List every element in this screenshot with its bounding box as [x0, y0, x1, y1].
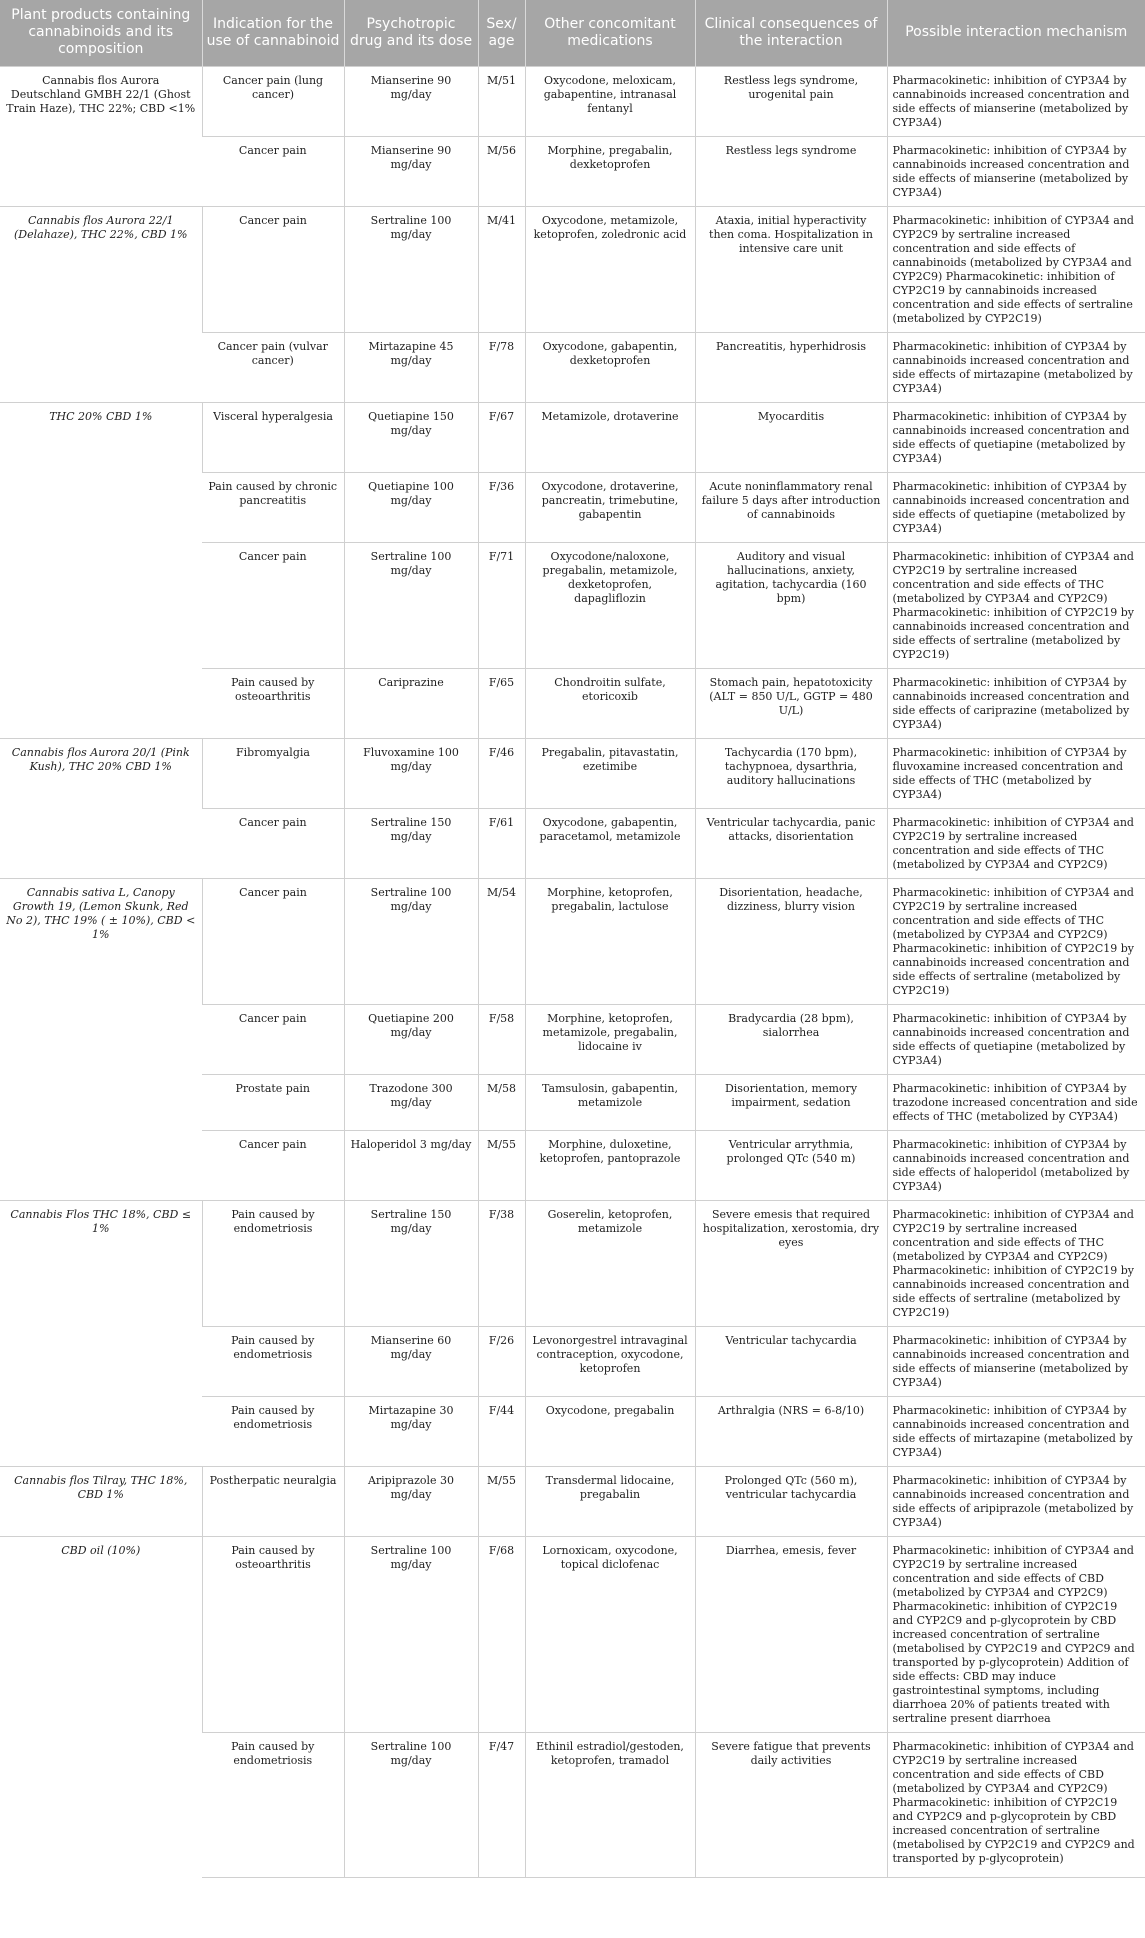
header-consequences: Clinical consequences of the interaction [695, 0, 887, 66]
medications-cell: Oxycodone, pregabalin [525, 1396, 695, 1466]
header-sex-age: Sex/ age [478, 0, 525, 66]
header-other-medications: Other concomitant medications [525, 0, 695, 66]
product-cell: CBD oil (10%) [0, 1536, 202, 1877]
indication-cell: Postherpatic neuralgia [202, 1466, 344, 1536]
consequences-cell: Pancreatitis, hyperhidrosis [695, 332, 887, 402]
drug-cell: Sertraline 150 mg/day [344, 808, 478, 878]
table-row [0, 878, 1145, 1004]
table-row [0, 1200, 1145, 1326]
sex-age-cell: F/67 [478, 402, 525, 472]
medications-cell: Lornoxicam, oxycodone, topical diclofenac [525, 1536, 695, 1732]
mechanism-cell: Pharmacokinetic: inhibition of CYP3A4 and CYP2C19 by sertraline increased concentration and side effects of CBD (metabolized by CYP3A4 and CYP2C9) Pharmacokinetic: inhibition of CYP2C19 and CYP2C9 and p-glycoprotein by CBD increased concentration of sertraline (metabolised by CYP2C19 and CYP2C9 and transported by p-glycoprotein) Addition of side effects: CBD may induce gastrointestinal symptoms, including diarrhoea 20% of patients treated with sertraline present diarrhoea [887, 1536, 1145, 1732]
consequences-cell: Ventricular arrythmia, prolonged QTc (540 m) [695, 1130, 887, 1200]
drug-cell: Sertraline 100 mg/day [344, 1732, 478, 1877]
medications-cell: Morphine, ketoprofen, pregabalin, lactulose [525, 878, 695, 1004]
consequences-cell: Severe fatigue that prevents daily activities [695, 1732, 887, 1877]
sex-age-cell: M/55 [478, 1130, 525, 1200]
mechanism-cell: Pharmacokinetic: inhibition of CYP3A4 and CYP2C19 by sertraline increased concentration and side effects of THC (metabolized by CYP3A4 and CYP2C9) Pharmacokinetic: inhibition of CYP2C19 by cannabinoids increased concentration and side effects of sertraline (metabolized by CYP2C19) [887, 878, 1145, 1004]
indication-cell: Pain caused by endometriosis [202, 1200, 344, 1326]
mechanism-cell: Pharmacokinetic: inhibition of CYP3A4 and CYP2C19 by sertraline increased concentration and side effects of THC (metabolized by CYP3A4 and CYP2C9) [887, 808, 1145, 878]
indication-cell: Cancer pain [202, 878, 344, 1004]
sex-age-cell: F/65 [478, 668, 525, 738]
table-row [0, 738, 1145, 808]
indication-cell: Fibromyalgia [202, 738, 344, 808]
medications-cell: Pregabalin, pitavastatin, ezetimibe [525, 738, 695, 808]
sex-age-cell: F/44 [478, 1396, 525, 1466]
drug-cell: Mianserine 60 mg/day [344, 1326, 478, 1396]
consequences-cell: Diarrhea, emesis, fever [695, 1536, 887, 1732]
sex-age-cell: F/38 [478, 1200, 525, 1326]
medications-cell: Oxycodone, drotaverine, pancreatin, trimebutine, gabapentin [525, 472, 695, 542]
consequences-cell: Severe emesis that required hospitalization, xerostomia, dry eyes [695, 1200, 887, 1326]
drug-cell: Trazodone 300 mg/day [344, 1074, 478, 1130]
mechanism-cell: Pharmacokinetic: inhibition of CYP3A4 by cannabinoids increased concentration and side effects of quetiapine (metabolized by CYP3A4) [887, 472, 1145, 542]
mechanism-cell: Pharmacokinetic: inhibition of CYP3A4 by fluvoxamine increased concentration and side effects of THC (metabolized by CYP3A4) [887, 738, 1145, 808]
consequences-cell: Myocarditis [695, 402, 887, 472]
consequences-cell: Restless legs syndrome [695, 136, 887, 206]
drug-cell: Quetiapine 200 mg/day [344, 1004, 478, 1074]
mechanism-cell: Pharmacokinetic: inhibition of CYP3A4 by cannabinoids increased concentration and side effects of mirtazapine (metabolized by CYP3A4) [887, 332, 1145, 402]
mechanism-cell: Pharmacokinetic: inhibition of CYP3A4 and CYP2C19 by sertraline increased concentration and side effects of THC (metabolized by CYP3A4 and CYP2C9) Pharmacokinetic: inhibition of CYP2C19 by cannabinoids increased concentration and side effects of sertraline (metabolized by CYP2C19) [887, 542, 1145, 668]
medications-cell: Tamsulosin, gabapentin, metamizole [525, 1074, 695, 1130]
indication-cell: Visceral hyperalgesia [202, 402, 344, 472]
header-product: Plant products containing cannabinoids and its composition [0, 0, 202, 66]
medications-cell: Oxycodone/naloxone, pregabalin, metamizole, dexketoprofen, dapagliflozin [525, 542, 695, 668]
consequences-cell: Ventricular tachycardia, panic attacks, disorientation [695, 808, 887, 878]
mechanism-cell: Pharmacokinetic: inhibition of CYP3A4 and CYP2C19 by sertraline increased concentration and side effects of CBD (metabolized by CYP3A4 and CYP2C9) Pharmacokinetic: inhibition of CYP2C19 and CYP2C9 and p-glycoprotein by CBD increased concentration of sertraline (metabolised by CYP2C19 and CYP2C9 and transported by p-glycoprotein) [887, 1732, 1145, 1877]
sex-age-cell: F/26 [478, 1326, 525, 1396]
sex-age-cell: M/55 [478, 1466, 525, 1536]
indication-cell: Pain caused by osteoarthritis [202, 1536, 344, 1732]
drug-cell: Cariprazine [344, 668, 478, 738]
indication-cell: Pain caused by endometriosis [202, 1326, 344, 1396]
mechanism-cell: Pharmacokinetic: inhibition of CYP3A4 by trazodone increased concentration and side effects of THC (metabolized by CYP3A4) [887, 1074, 1145, 1130]
drug-cell: Quetiapine 100 mg/day [344, 472, 478, 542]
consequences-cell: Disorientation, headache, dizziness, blurry vision [695, 878, 887, 1004]
drug-cell: Mianserine 90 mg/day [344, 136, 478, 206]
mechanism-cell: Pharmacokinetic: inhibition of CYP3A4 by cannabinoids increased concentration and side effects of mirtazapine (metabolized by CYP3A4) [887, 1396, 1145, 1466]
sex-age-cell: F/78 [478, 332, 525, 402]
sex-age-cell: F/46 [478, 738, 525, 808]
indication-cell: Cancer pain (lung cancer) [202, 66, 344, 136]
drug-cell: Sertraline 150 mg/day [344, 1200, 478, 1326]
indication-cell: Pain caused by chronic pancreatitis [202, 472, 344, 542]
medications-cell: Ethinil estradiol/gestoden, ketoprofen, tramadol [525, 1732, 695, 1877]
product-cell: Cannabis flos Aurora Deutschland GMBH 22/1 (Ghost Train Haze), THC 22%; CBD <1% [0, 66, 202, 206]
indication-cell: Pain caused by osteoarthritis [202, 668, 344, 738]
drug-cell: Sertraline 100 mg/day [344, 1536, 478, 1732]
indication-cell: Cancer pain [202, 136, 344, 206]
mechanism-cell: Pharmacokinetic: inhibition of CYP3A4 by cannabinoids increased concentration and side effects of quetiapine (metabolized by CYP3A4) [887, 402, 1145, 472]
sex-age-cell: F/47 [478, 1732, 525, 1877]
medications-cell: Transdermal lidocaine, pregabalin [525, 1466, 695, 1536]
product-cell: Cannabis Flos THC 18%, CBD ≤ 1% [0, 1200, 202, 1466]
header-drug: Psychotropic drug and its dose [344, 0, 478, 66]
sex-age-cell: F/58 [478, 1004, 525, 1074]
indication-cell: Pain caused by endometriosis [202, 1396, 344, 1466]
consequences-cell: Stomach pain, hepatotoxicity (ALT = 850 U/L, GGTP = 480 U/L) [695, 668, 887, 738]
medications-cell: Oxycodone, metamizole, ketoprofen, zoledronic acid [525, 206, 695, 332]
mechanism-cell: Pharmacokinetic: inhibition of CYP3A4 by cannabinoids increased concentration and side effects of mianserine (metabolized by CYP3A4) [887, 136, 1145, 206]
consequences-cell: Bradycardia (28 bpm), sialorrhea [695, 1004, 887, 1074]
consequences-cell: Arthralgia (NRS = 6-8/10) [695, 1396, 887, 1466]
medications-cell: Metamizole, drotaverine [525, 402, 695, 472]
product-cell: Cannabis flos Tilray, THC 18%, CBD 1% [0, 1466, 202, 1536]
mechanism-cell: Pharmacokinetic: inhibition of CYP3A4 by cannabinoids increased concentration and side effects of quetiapine (metabolized by CYP3A4) [887, 1004, 1145, 1074]
sex-age-cell: M/41 [478, 206, 525, 332]
consequences-cell: Tachycardia (170 bpm), tachypnoea, dysarthria, auditory hallucinations [695, 738, 887, 808]
mechanism-cell: Pharmacokinetic: inhibition of CYP3A4 by cannabinoids increased concentration and side effects of haloperidol (metabolized by CYP3A4) [887, 1130, 1145, 1200]
drug-cell: Aripiprazole 30 mg/day [344, 1466, 478, 1536]
sex-age-cell: F/36 [478, 472, 525, 542]
medications-cell: Morphine, duloxetine, ketoprofen, pantoprazole [525, 1130, 695, 1200]
mechanism-cell: Pharmacokinetic: inhibition of CYP3A4 by cannabinoids increased concentration and side effects of aripiprazole (metabolized by CYP3A4) [887, 1466, 1145, 1536]
indication-cell: Cancer pain [202, 1004, 344, 1074]
medications-cell: Oxycodone, meloxicam, gabapentine, intranasal fentanyl [525, 66, 695, 136]
sex-age-cell: M/51 [478, 66, 525, 136]
sex-age-cell: F/61 [478, 808, 525, 878]
medications-cell: Levonorgestrel intravaginal contraception, oxycodone, ketoprofen [525, 1326, 695, 1396]
indication-cell: Prostate pain [202, 1074, 344, 1130]
drug-cell: Sertraline 100 mg/day [344, 206, 478, 332]
indication-cell: Cancer pain [202, 542, 344, 668]
indication-cell: Cancer pain (vulvar cancer) [202, 332, 344, 402]
consequences-cell: Auditory and visual hallucinations, anxiety, agitation, tachycardia (160 bpm) [695, 542, 887, 668]
sex-age-cell: F/68 [478, 1536, 525, 1732]
product-cell: THC 20% CBD 1% [0, 402, 202, 738]
table-body [0, 66, 1145, 1877]
product-cell: Cannabis flos Aurora 22/1 (Delahaze), THC 22%, CBD 1% [0, 206, 202, 402]
drug-cell: Quetiapine 150 mg/day [344, 402, 478, 472]
consequences-cell: Disorientation, memory impairment, sedation [695, 1074, 887, 1130]
consequences-cell: Ventricular tachycardia [695, 1326, 887, 1396]
medications-cell: Oxycodone, gabapentin, paracetamol, metamizole [525, 808, 695, 878]
table-row [0, 206, 1145, 332]
table-row [0, 1536, 1145, 1732]
sex-age-cell: M/58 [478, 1074, 525, 1130]
sex-age-cell: F/71 [478, 542, 525, 668]
header-indication: Indication for the use of cannabinoid [202, 0, 344, 66]
product-cell: Cannabis flos Aurora 20/1 (Pink Kush), THC 20% CBD 1% [0, 738, 202, 878]
mechanism-cell: Pharmacokinetic: inhibition of CYP3A4 by cannabinoids increased concentration and side effects of cariprazine (metabolized by CYP3A4) [887, 668, 1145, 738]
header-row [0, 0, 1145, 66]
indication-cell: Cancer pain [202, 1130, 344, 1200]
medications-cell: Morphine, pregabalin, dexketoprofen [525, 136, 695, 206]
drug-cell: Fluvoxamine 100 mg/day [344, 738, 478, 808]
product-cell: Cannabis sativa L, Canopy Growth 19, (Lemon Skunk, Red No 2), THC 19% ( ± 10%), CBD < 1% [0, 878, 202, 1200]
mechanism-cell: Pharmacokinetic: inhibition of CYP3A4 and CYP2C19 by sertraline increased concentration and side effects of THC (metabolized by CYP3A4 and CYP2C9) Pharmacokinetic: inhibition of CYP2C19 by cannabinoids increased concentration and side effects of sertraline (metabolized by CYP2C19) [887, 1200, 1145, 1326]
consequences-cell: Acute noninflammatory renal failure 5 days after introduction of cannabinoids [695, 472, 887, 542]
indication-cell: Pain caused by endometriosis [202, 1732, 344, 1877]
mechanism-cell: Pharmacokinetic: inhibition of CYP3A4 by cannabinoids increased concentration and side effects of mianserine (metabolized by CYP3A4) [887, 66, 1145, 136]
table-row [0, 1466, 1145, 1536]
mechanism-cell: Pharmacokinetic: inhibition of CYP3A4 by cannabinoids increased concentration and side effects of mianserine (metabolized by CYP3A4) [887, 1326, 1145, 1396]
table-row [0, 402, 1145, 472]
consequences-cell: Ataxia, initial hyperactivity then coma. Hospitalization in intensive care unit [695, 206, 887, 332]
drug-cell: Sertraline 100 mg/day [344, 542, 478, 668]
indication-cell: Cancer pain [202, 808, 344, 878]
drug-cell: Sertraline 100 mg/day [344, 878, 478, 1004]
consequences-cell: Prolonged QTc (560 m), ventricular tachycardia [695, 1466, 887, 1536]
medications-cell: Goserelin, ketoprofen, metamizole [525, 1200, 695, 1326]
medications-cell: Morphine, ketoprofen, metamizole, pregabalin, lidocaine iv [525, 1004, 695, 1074]
mechanism-cell: Pharmacokinetic: inhibition of CYP3A4 and CYP2C9 by sertraline increased concentration and side effects of cannabinoids (metabolized by CYP3A4 and CYP2C9) Pharmacokinetic: inhibition of CYP2C19 by cannabinoids increased concentration and side effects of sertraline (metabolized by CYP2C19) [887, 206, 1145, 332]
header-mechanism: Possible interaction mechanism [887, 0, 1145, 66]
drug-cell: Haloperidol 3 mg/day [344, 1130, 478, 1200]
indication-cell: Cancer pain [202, 206, 344, 332]
drug-cell: Mirtazapine 30 mg/day [344, 1396, 478, 1466]
medications-cell: Oxycodone, gabapentin, dexketoprofen [525, 332, 695, 402]
drug-cell: Mirtazapine 45 mg/day [344, 332, 478, 402]
medications-cell: Chondroitin sulfate, etoricoxib [525, 668, 695, 738]
table-row [0, 66, 1145, 136]
sex-age-cell: M/54 [478, 878, 525, 1004]
drug-cell: Mianserine 90 mg/day [344, 66, 478, 136]
consequences-cell: Restless legs syndrome, urogenital pain [695, 66, 887, 136]
sex-age-cell: M/56 [478, 136, 525, 206]
